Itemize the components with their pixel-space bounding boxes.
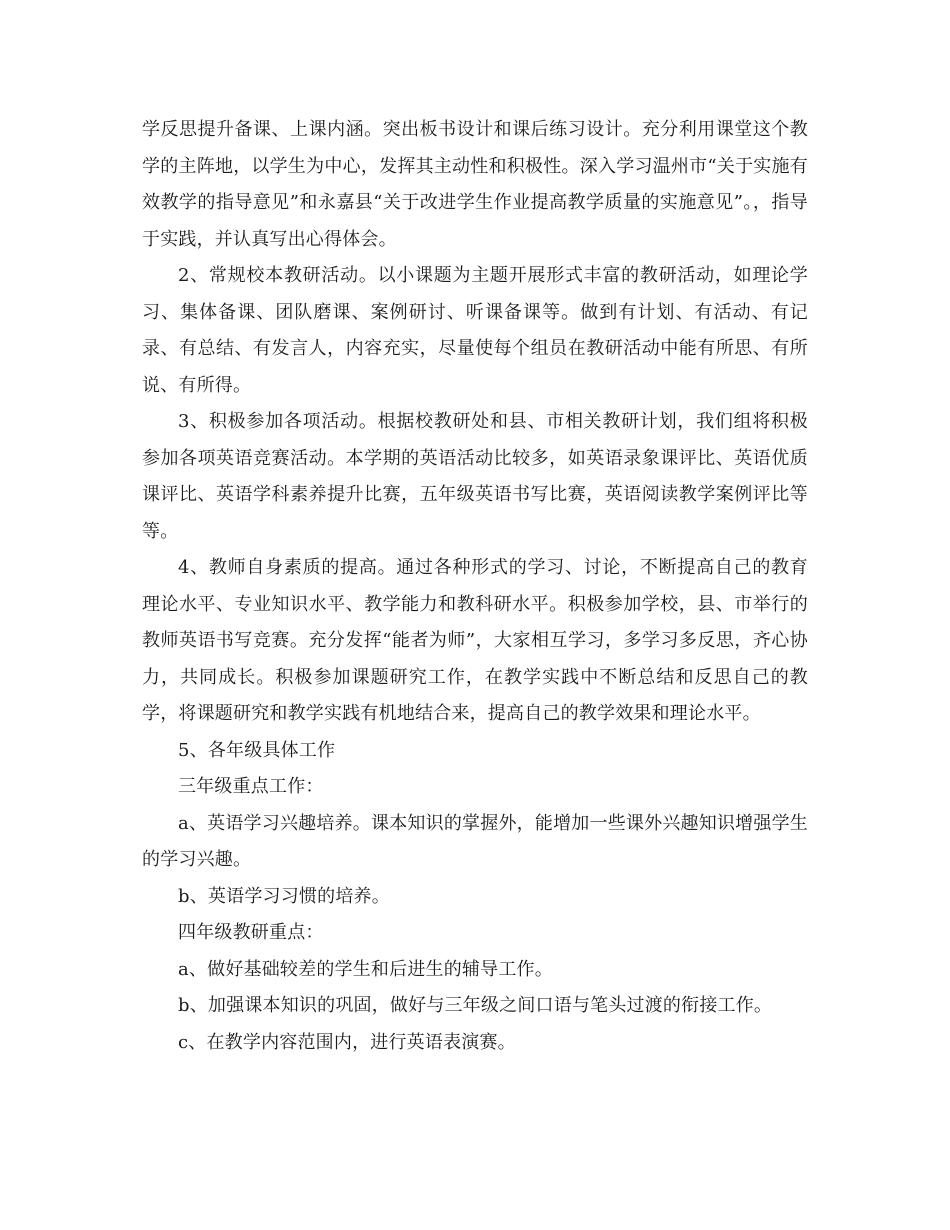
paragraph-lesson-reflection: 学反思提升备课、上课内涵。突出板书设计和课后练习设计。充分利用课堂这个教学的主阵地，以学生为中心，发挥其主动性和积极性。深入学习温州市“关于实施有效教学的指导意见”和永嘉县“关于改进学生作业提高教学质量的实施意见”。，指导于实践，并认真写出心得体会。 [142,119,808,250]
paragraph-grade-work-heading: 5、各年级具体工作 [178,739,336,761]
paragraph-activities: 3、积极参加各项活动。根据校教研处和县、市相关教研计划，我们组将积极参加各项英语竞赛活动。本学期的英语活动比较多，如英语录象课评比、英语优质课评比、英语学科素养提升比赛，五年级英语书写比赛，英语阅读教学案例评比等等。 [142,411,808,542]
paragraph-grade4-item-c: c、在教学内容范围内，进行英语表演赛。 [178,1031,516,1053]
paragraph-school-research: 2、常规校本教研活动。以小课题为主题开展形式丰富的教研活动，如理论学习、集体备课、团队磨课、案例研讨、听课备课等。做到有计划、有活动、有记录、有总结、有发言人，内容充实，尽量使每个组员在教研活动中能有所思、有所说、有所得。 [142,265,808,396]
paragraph-teacher-quality: 4、教师自身素质的提高。通过各种形式的学习、讨论，不断提高自己的教育理论水平、专业知识水平、教学能力和教科研水平。积极参加学校，县、市举行的教师英语书写竞赛。充分发挥“能者为师”，大家相互学习，多学习多反思，齐心协力，共同成长。积极参加课题研究工作，在教学实践中不断总结和反思自己的教学，将课题研究和教学实践有机地结合来，提高自己的教学效果和理论水平。 [142,557,808,724]
paragraph-grade3-heading: 三年级重点工作： [178,776,324,797]
paragraph-grade4-item-a: a、做好基础较差的学生和后进生的辅导工作。 [178,958,553,980]
paragraph-grade3-item-b: b、英语学习习惯的培养。 [178,885,390,907]
paragraph-grade4-heading: 四年级教研重点： [178,922,324,943]
paragraph-grade3-item-a: a、英语学习兴趣培养。课本知识的掌握外，能增加一些课外兴趣知识增强学生的学习兴趣。 [142,812,808,870]
document-body [142,112,808,1061]
paragraph-grade4-item-b: b、加强课本知识的巩固，做好与三年级之间口语与笔头过渡的衔接工作。 [178,995,773,1016]
